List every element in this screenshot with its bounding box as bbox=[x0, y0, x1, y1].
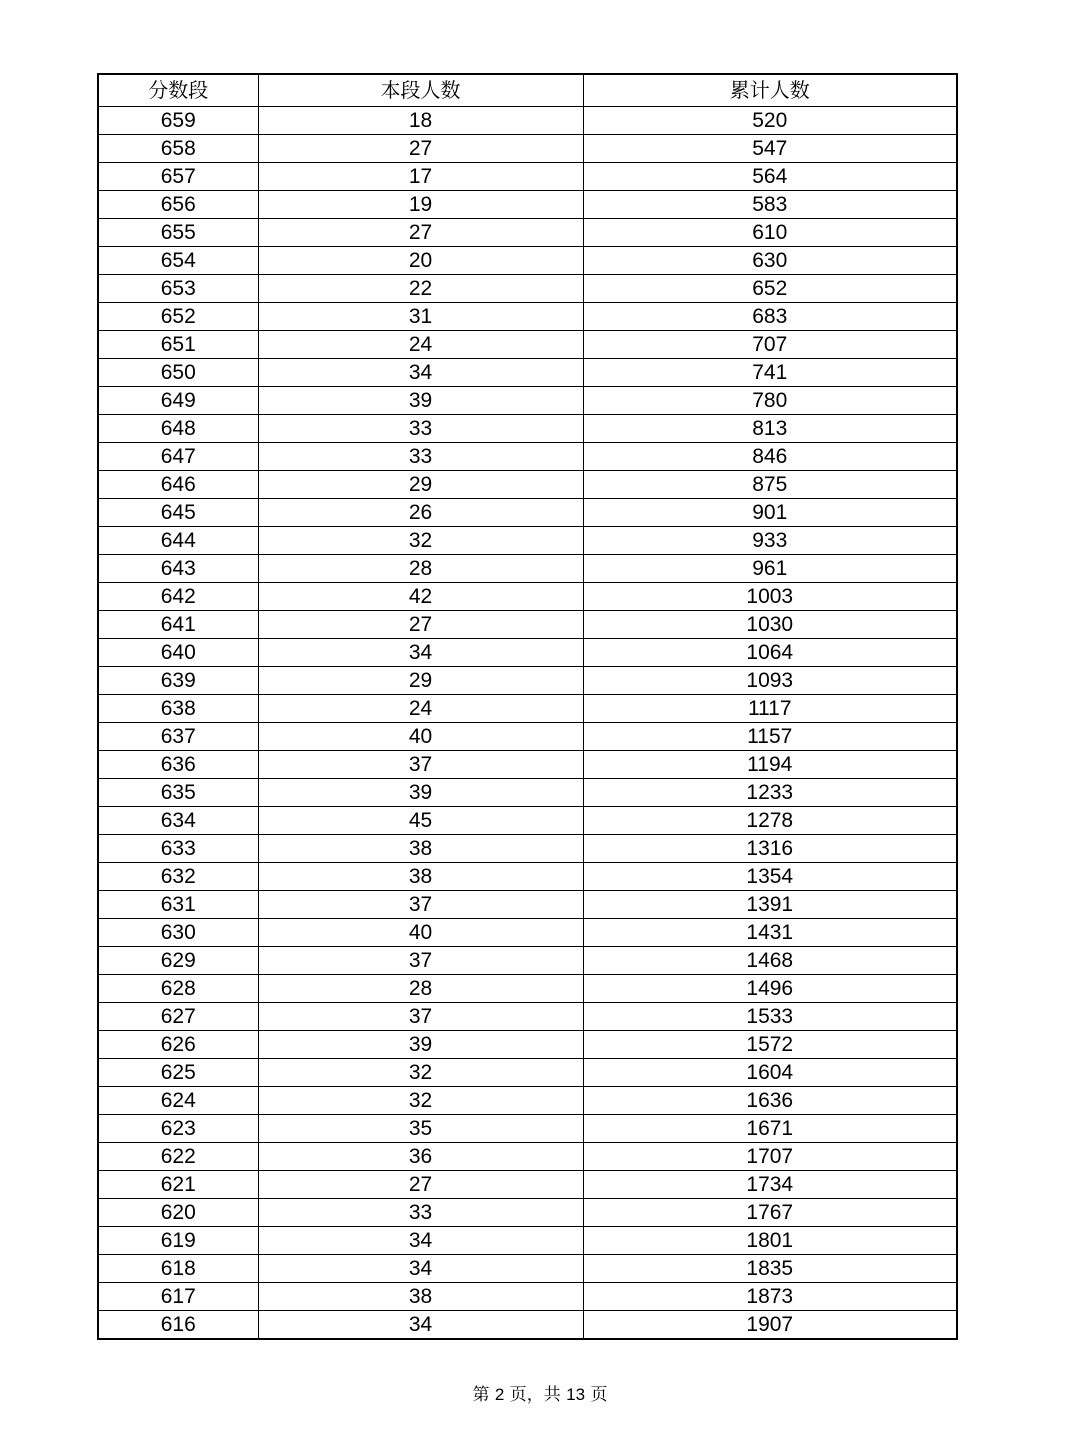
table-row bbox=[98, 499, 957, 527]
segment-count-cell: 24 bbox=[258, 331, 583, 359]
segment-count-cell: 37 bbox=[258, 1003, 583, 1031]
table-row bbox=[98, 947, 957, 975]
score-cell: 625 bbox=[98, 1059, 258, 1087]
score-cell: 631 bbox=[98, 891, 258, 919]
cumulative-count-cell: 780 bbox=[583, 387, 957, 415]
table-row bbox=[98, 163, 957, 191]
table-row bbox=[98, 219, 957, 247]
table-row bbox=[98, 891, 957, 919]
score-cell: 657 bbox=[98, 163, 258, 191]
cumulative-count-cell: 610 bbox=[583, 219, 957, 247]
segment-count-cell: 34 bbox=[258, 1311, 583, 1340]
cumulative-count-cell: 583 bbox=[583, 191, 957, 219]
table-row bbox=[98, 107, 957, 135]
score-cell: 634 bbox=[98, 807, 258, 835]
segment-count-cell: 18 bbox=[258, 107, 583, 135]
segment-count-cell: 37 bbox=[258, 751, 583, 779]
score-cell: 627 bbox=[98, 1003, 258, 1031]
segment-count-cell: 38 bbox=[258, 1283, 583, 1311]
segment-count-cell: 37 bbox=[258, 891, 583, 919]
segment-count-cell: 39 bbox=[258, 387, 583, 415]
score-cell: 624 bbox=[98, 1087, 258, 1115]
cumulative-count-cell: 961 bbox=[583, 555, 957, 583]
segment-count-cell: 29 bbox=[258, 667, 583, 695]
table-row bbox=[98, 695, 957, 723]
score-cell: 644 bbox=[98, 527, 258, 555]
footer-total-pages: 13 bbox=[566, 1385, 586, 1404]
header-score-range: 分数段 bbox=[98, 74, 258, 107]
score-cell: 636 bbox=[98, 751, 258, 779]
cumulative-count-cell: 1030 bbox=[583, 611, 957, 639]
cumulative-count-cell: 683 bbox=[583, 303, 957, 331]
segment-count-cell: 32 bbox=[258, 527, 583, 555]
footer-page-number: 2 bbox=[494, 1385, 505, 1404]
score-cell: 652 bbox=[98, 303, 258, 331]
table-row bbox=[98, 583, 957, 611]
table-row bbox=[98, 471, 957, 499]
segment-count-cell: 34 bbox=[258, 639, 583, 667]
footer-middle: 页，共 bbox=[509, 1385, 561, 1405]
table-row bbox=[98, 1115, 957, 1143]
score-cell: 647 bbox=[98, 443, 258, 471]
score-cell: 643 bbox=[98, 555, 258, 583]
table-row bbox=[98, 863, 957, 891]
table-row bbox=[98, 135, 957, 163]
cumulative-count-cell: 707 bbox=[583, 331, 957, 359]
cumulative-count-cell: 1278 bbox=[583, 807, 957, 835]
table-row bbox=[98, 359, 957, 387]
score-cell: 653 bbox=[98, 275, 258, 303]
table-row bbox=[98, 919, 957, 947]
cumulative-count-cell: 1671 bbox=[583, 1115, 957, 1143]
cumulative-count-cell: 1707 bbox=[583, 1143, 957, 1171]
segment-count-cell: 34 bbox=[258, 1227, 583, 1255]
table-row bbox=[98, 303, 957, 331]
cumulative-count-cell: 1093 bbox=[583, 667, 957, 695]
cumulative-count-cell: 1636 bbox=[583, 1087, 957, 1115]
segment-count-cell: 29 bbox=[258, 471, 583, 499]
score-cell: 640 bbox=[98, 639, 258, 667]
score-cell: 616 bbox=[98, 1311, 258, 1340]
footer-prefix: 第 bbox=[472, 1385, 490, 1405]
table-row bbox=[98, 275, 957, 303]
score-cell: 619 bbox=[98, 1227, 258, 1255]
table-row bbox=[98, 779, 957, 807]
cumulative-count-cell: 1468 bbox=[583, 947, 957, 975]
segment-count-cell: 17 bbox=[258, 163, 583, 191]
score-cell: 658 bbox=[98, 135, 258, 163]
segment-count-cell: 35 bbox=[258, 1115, 583, 1143]
segment-count-cell: 42 bbox=[258, 583, 583, 611]
segment-count-cell: 38 bbox=[258, 863, 583, 891]
score-cell: 649 bbox=[98, 387, 258, 415]
cumulative-count-cell: 1157 bbox=[583, 723, 957, 751]
score-cell: 639 bbox=[98, 667, 258, 695]
segment-count-cell: 20 bbox=[258, 247, 583, 275]
cumulative-count-cell: 1734 bbox=[583, 1171, 957, 1199]
segment-count-cell: 28 bbox=[258, 975, 583, 1003]
table-row bbox=[98, 415, 957, 443]
segment-count-cell: 26 bbox=[258, 499, 583, 527]
header-segment-count: 本段人数 bbox=[258, 74, 583, 107]
score-cell: 642 bbox=[98, 583, 258, 611]
segment-count-cell: 38 bbox=[258, 835, 583, 863]
score-cell: 650 bbox=[98, 359, 258, 387]
score-cell: 638 bbox=[98, 695, 258, 723]
score-cell: 630 bbox=[98, 919, 258, 947]
table-row bbox=[98, 807, 957, 835]
segment-count-cell: 32 bbox=[258, 1059, 583, 1087]
score-cell: 633 bbox=[98, 835, 258, 863]
table-row bbox=[98, 1059, 957, 1087]
segment-count-cell: 33 bbox=[258, 443, 583, 471]
cumulative-count-cell: 875 bbox=[583, 471, 957, 499]
table-body bbox=[98, 107, 957, 1340]
cumulative-count-cell: 933 bbox=[583, 527, 957, 555]
table-row bbox=[98, 1171, 957, 1199]
table-row bbox=[98, 555, 957, 583]
cumulative-count-cell: 1233 bbox=[583, 779, 957, 807]
segment-count-cell: 34 bbox=[258, 1255, 583, 1283]
cumulative-count-cell: 1835 bbox=[583, 1255, 957, 1283]
table-row bbox=[98, 639, 957, 667]
segment-count-cell: 28 bbox=[258, 555, 583, 583]
score-cell: 648 bbox=[98, 415, 258, 443]
table-row bbox=[98, 247, 957, 275]
table-row bbox=[98, 1143, 957, 1171]
table-row bbox=[98, 527, 957, 555]
score-distribution-table-container bbox=[97, 73, 956, 1340]
cumulative-count-cell: 520 bbox=[583, 107, 957, 135]
segment-count-cell: 39 bbox=[258, 779, 583, 807]
cumulative-count-cell: 1316 bbox=[583, 835, 957, 863]
cumulative-count-cell: 1064 bbox=[583, 639, 957, 667]
table-row bbox=[98, 1255, 957, 1283]
score-cell: 654 bbox=[98, 247, 258, 275]
score-cell: 629 bbox=[98, 947, 258, 975]
segment-count-cell: 31 bbox=[258, 303, 583, 331]
table-row bbox=[98, 331, 957, 359]
cumulative-count-cell: 1391 bbox=[583, 891, 957, 919]
table-row bbox=[98, 1087, 957, 1115]
table-row bbox=[98, 751, 957, 779]
score-cell: 656 bbox=[98, 191, 258, 219]
segment-count-cell: 37 bbox=[258, 947, 583, 975]
cumulative-count-cell: 652 bbox=[583, 275, 957, 303]
score-cell: 618 bbox=[98, 1255, 258, 1283]
page-footer bbox=[0, 1380, 1080, 1405]
score-cell: 637 bbox=[98, 723, 258, 751]
cumulative-count-cell: 1496 bbox=[583, 975, 957, 1003]
cumulative-count-cell: 1801 bbox=[583, 1227, 957, 1255]
score-cell: 632 bbox=[98, 863, 258, 891]
segment-count-cell: 19 bbox=[258, 191, 583, 219]
cumulative-count-cell: 846 bbox=[583, 443, 957, 471]
score-cell: 655 bbox=[98, 219, 258, 247]
cumulative-count-cell: 1194 bbox=[583, 751, 957, 779]
cumulative-count-cell: 547 bbox=[583, 135, 957, 163]
segment-count-cell: 36 bbox=[258, 1143, 583, 1171]
segment-count-cell: 22 bbox=[258, 275, 583, 303]
score-cell: 628 bbox=[98, 975, 258, 1003]
table-row bbox=[98, 191, 957, 219]
cumulative-count-cell: 901 bbox=[583, 499, 957, 527]
score-cell: 617 bbox=[98, 1283, 258, 1311]
score-cell: 623 bbox=[98, 1115, 258, 1143]
cumulative-count-cell: 630 bbox=[583, 247, 957, 275]
score-cell: 635 bbox=[98, 779, 258, 807]
score-cell: 621 bbox=[98, 1171, 258, 1199]
cumulative-count-cell: 564 bbox=[583, 163, 957, 191]
segment-count-cell: 40 bbox=[258, 919, 583, 947]
cumulative-count-cell: 1533 bbox=[583, 1003, 957, 1031]
table-row bbox=[98, 1227, 957, 1255]
score-cell: 626 bbox=[98, 1031, 258, 1059]
score-cell: 651 bbox=[98, 331, 258, 359]
score-cell: 620 bbox=[98, 1199, 258, 1227]
table-row bbox=[98, 387, 957, 415]
table-row bbox=[98, 723, 957, 751]
cumulative-count-cell: 741 bbox=[583, 359, 957, 387]
score-cell: 646 bbox=[98, 471, 258, 499]
segment-count-cell: 45 bbox=[258, 807, 583, 835]
table-row bbox=[98, 443, 957, 471]
score-cell: 641 bbox=[98, 611, 258, 639]
table-row bbox=[98, 1311, 957, 1340]
segment-count-cell: 40 bbox=[258, 723, 583, 751]
cumulative-count-cell: 1873 bbox=[583, 1283, 957, 1311]
cumulative-count-cell: 1003 bbox=[583, 583, 957, 611]
cumulative-count-cell: 1431 bbox=[583, 919, 957, 947]
table-row bbox=[98, 975, 957, 1003]
cumulative-count-cell: 1117 bbox=[583, 695, 957, 723]
segment-count-cell: 27 bbox=[258, 611, 583, 639]
table-row bbox=[98, 1199, 957, 1227]
segment-count-cell: 27 bbox=[258, 1171, 583, 1199]
cumulative-count-cell: 1767 bbox=[583, 1199, 957, 1227]
segment-count-cell: 27 bbox=[258, 219, 583, 247]
score-distribution-table bbox=[97, 73, 958, 1340]
segment-count-cell: 39 bbox=[258, 1031, 583, 1059]
cumulative-count-cell: 813 bbox=[583, 415, 957, 443]
segment-count-cell: 33 bbox=[258, 415, 583, 443]
table-row bbox=[98, 1031, 957, 1059]
header-cumulative-count: 累计人数 bbox=[583, 74, 957, 107]
cumulative-count-cell: 1572 bbox=[583, 1031, 957, 1059]
segment-count-cell: 24 bbox=[258, 695, 583, 723]
table-row bbox=[98, 611, 957, 639]
score-cell: 645 bbox=[98, 499, 258, 527]
segment-count-cell: 32 bbox=[258, 1087, 583, 1115]
score-cell: 659 bbox=[98, 107, 258, 135]
segment-count-cell: 33 bbox=[258, 1199, 583, 1227]
table-row bbox=[98, 835, 957, 863]
score-cell: 622 bbox=[98, 1143, 258, 1171]
table-row bbox=[98, 1003, 957, 1031]
cumulative-count-cell: 1604 bbox=[583, 1059, 957, 1087]
table-row bbox=[98, 1283, 957, 1311]
cumulative-count-cell: 1907 bbox=[583, 1311, 957, 1340]
segment-count-cell: 34 bbox=[258, 359, 583, 387]
footer-suffix: 页 bbox=[590, 1385, 608, 1405]
segment-count-cell: 27 bbox=[258, 135, 583, 163]
cumulative-count-cell: 1354 bbox=[583, 863, 957, 891]
table-row bbox=[98, 667, 957, 695]
table-header-row bbox=[98, 74, 957, 107]
